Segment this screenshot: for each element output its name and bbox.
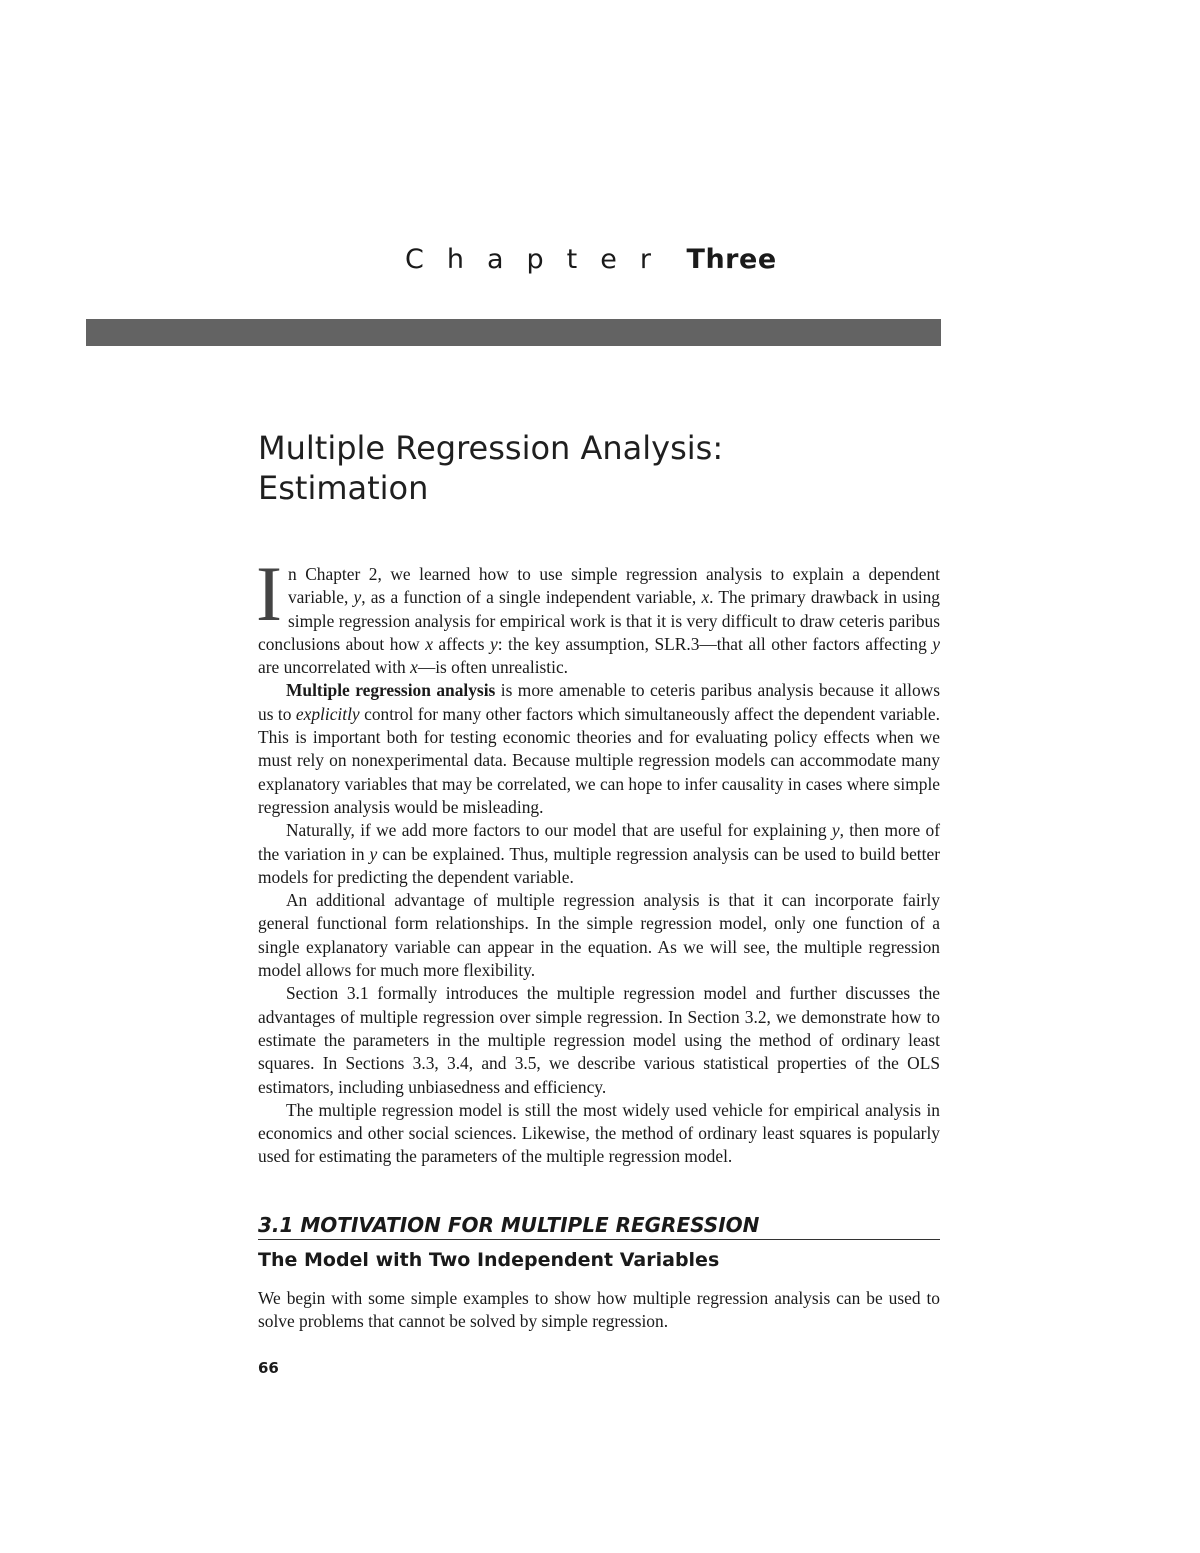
intro-paragraph-3: Naturally, if we add more factors to our model that are useful for explaining y, then more of the variation in y can be explained. Thus, multiple regression analysis can be used to build better models for predicting the dependent variable. [258,820,940,887]
intro-body [256,550,940,1169]
subsection-heading: The Model with Two Independent Variables [258,1249,720,1271]
intro-paragraph-2: Multiple regression analysis is more amenable to ceteris paribus analysis because it allows us to explicitly control for many other factors which simultaneously affect the dependent variable. This is important both for testing economic theories and for evaluating policy effects when we must rely on nonexperimental data. Because multiple regression models can accommodate many explanatory variables that may be correlated, we can hope to infer causality in cases where simple regression analysis would be misleading. [258,680,940,817]
section-heading: 3.1 MOTIVATION FOR MULTIPLE REGRESSION [258,1212,940,1240]
chapter-word: Chapter [405,244,674,275]
intro-paragraph-6: The multiple regression model is still the most widely used vehicle for empirical analysis in economics and other social sciences. Likewise, the method of ordinary least squares is popularly used for estimating the parameters of the multiple regression model. [258,1099,940,1167]
section-body [258,1287,940,1334]
intro-paragraph-5: Section 3.1 formally introduces the multiple regression model and further discusses the advantages of multiple regression over simple regression. In Section 3.2, we demonstrate how to estimate the parameters in the multiple regression model using the method of ordinary least squares. In Sections 3.3, 3.4, and 3.5, we describe various statistical properties of the OLS estimators, including unbiasedness and efficiency. [258,983,940,1097]
intro-paragraph-4: An additional advantage of multiple regression analysis is that it can incorporate fairly general functional form relationships. In the simple regression model, only one function of a single explanatory variable can appear in the equation. As we will see, the multiple regression model allows for much more flexibility. [258,890,940,981]
intro-paragraph-1: In Chapter 2, we learned how to use simple regression analysis to explain a dependent variable, y, as a function of a single independent variable, x. The primary drawback in using simple regression analysis for empirical work is that it is very difficult to draw ceteris paribus conclusions about how x affects y: the key assumption, SLR.3—that all other factors affecting y are uncorrelated with x—is often unrealistic. [256,550,940,678]
chapter-title-line1: Multiple Regression Analysis: [258,429,724,467]
page-number: 66 [258,1359,279,1377]
key-term: Multiple regression analysis [286,680,496,701]
drop-cap: I [256,550,282,637]
chapter-title [258,428,940,508]
chapter-title-line2: Estimation [258,469,429,507]
section-paragraph-1: We begin with some simple examples to show how multiple regression analysis can be used to solve problems that cannot be solved by simple regression. [258,1288,940,1332]
chapter-divider-bar [86,319,941,346]
chapter-label [405,242,777,278]
chapter-number: Three [686,244,777,275]
